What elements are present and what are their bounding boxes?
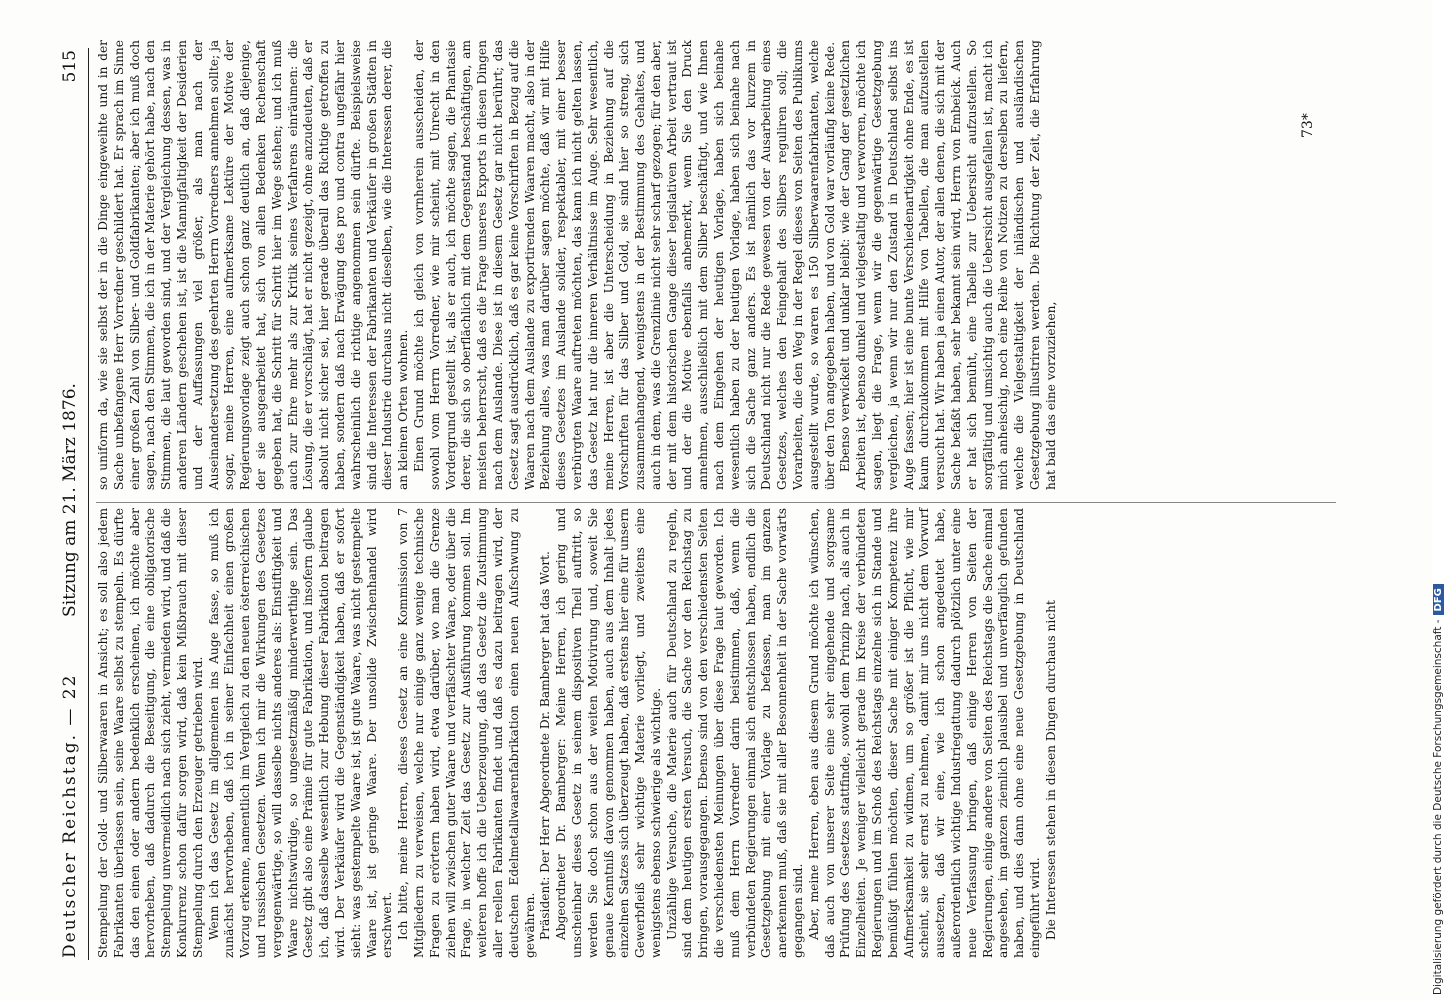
header-title: Sitzung am 21. März 1876. xyxy=(60,383,80,617)
paragraph: Ebenso verwickelt und unklar bleibt: wie der Gang der gesetzlichen Arbeiten ist, ebenso dunkel und vielgestaltig und verworren, möchte ich sagen, liegt die Frage, wenn wir die gegenwärtige Gesetzgebung vergleichen, ja wenn wir nur den Zustand in Deutschland selbst ins Auge fassen; hier ist eine bunte Verschiedenartigkeit ohne Ende, es ist kaum durchzukommen mit Hilfe von Tabellen, die man aufzustellen versucht hat. Wir haben ja einen Autor, der allen denen, die sich mit der Sache befaßt haben, sehr bekannt sein wird, Herrn von Embeick. Auch er hat sich bemüht, eine Tabelle zur Uebersicht aufzustellen. So sorgfältig und umsichtig auch die Uebersicht ausgefallen ist, macht ich mich anheischig, noch eine Reihe von Notizen zu derselben zu liefern, welche die Vielgestaltigkeit der inländischen und ausländischen Gesetzgebung illustriren werden. Die Richtung der Zeit, die Erfahrung hat bald das eine vorzuziehen, xyxy=(838,40,1058,490)
paragraph: so uniform da, wie sie selbst der in die Dinge eingeweihte und in der Sache unbefangene Herr Vorredner geschildert hat. Er sprach im Sinne einer großen Zahl von Silber- und Goldfabrikanten; aber ich muß doch sagen, nach den Stimmen, die ich in der Materie gehört habe, nach den Stimmen, die laut geworden sind, und der Vergleichung dessen, was in anderen Ländern geschehen ist, ist die Mannigfaltigkeit der Desiderien und der Auffassungen viel größer, als man nach der Auseinandersetzung des geehrten Herrn Vorredners annehmen sollte; ja sogar, meine Herren, eine aufmerksame Lektüre der Motive der Regierungsvorlage zeigt auch schon ganz deutlich an, daß diejenige, der sie ausgearbeitet hat, sich von allen Bedenken Rechenschaft gegeben hat, die Schritt für Schritt hier im Wege stehen; und ich muß auch zur Ehre mehr als zur Kritik seines Verfahrens einräumen: die Lösung, die er vorschlägt, hat er nicht gezeigt, ohne anzudeuten, daß er absolut nicht sicher sei, hier gerade überall das Richtige getroffen zu haben, sondern daß nach Erwägung des pro und contra ungefähr hier wahrscheinlich die richtige angenommen sein dürfte. Beispielsweise sind die Interessen der Fabrikanten und Verkäufer in großen Städten in dieser Industrie durchaus nicht dieselben, wie die Interessen derer, die an kleinen Orten wohnen. xyxy=(96,40,411,490)
watermark-text: Digitalisierung gefördert durch die Deutsche Forschungsgemeinschaft - xyxy=(1432,619,1444,995)
paragraph: Stempelung der Gold- und Silberwaaren in Ansicht; es soll also jedem Fabrikanten überlassen sein, seine Waare selbst zu stempeln. Es dürfte das den einen oder andern bedenklich erscheinen, ich möchte aber hervorheben, daß dadurch die Beseitigung, die eine obligatorische Stempelung unvermeidlich nach sich zieht, vermieden wird, und daß die Konkurrenz schon dafür sorgen wird, daß kein Mißbrauch mit dieser Stempelung durch den Erzeuger getrieben wird. xyxy=(96,508,205,958)
page-header xyxy=(0,0,80,1000)
column-divider xyxy=(96,502,1336,503)
paragraph: Unzählige Versuche, die Materie auch für Deutschland zu regeln, sind dem heutigen ersten Versuch, die Sache vor den Reichstag zu bringen, vorausgegangen. Ebenso sind von den verschiedensten Seiten die verschiedensten Meinungen über diese Frage laut geworden. Ich muß dem Herrn Vorredner darin beistimmen, daß, wenn die verbündeten Regierungen einmal sich entschlossen haben, endlich die Gesetzgebung mit einer Vorlage zu befassen, man im ganzen anerkennen muß, daß sie mit aller Besonnenheit in der Sache vorwärts gegangen sind. xyxy=(664,508,806,958)
paragraph: Die Interessen stehen in diesen Dingen durchaus nicht xyxy=(1043,600,1058,940)
header-rule xyxy=(88,48,89,960)
right-column xyxy=(96,40,1336,490)
left-column xyxy=(96,508,1336,958)
paragraph: Einen Grund möchte ich gleich von vornherein ausscheiden, der sowohl vom Herrn Vorredner, wie mir scheint, mit Unrecht in den Vordergrund gestellt ist, als er auch, ich möchte sagen, die Phantasie derer, die sich so oberflächlich mit dem Gegenstand beschäftigen, am meisten beherrscht, daß es die Frage unseres Exports in diesen Dingen nach dem Auslande. Diese ist in diesem Gesetz gar nicht berührt; das Gesetz sagt ausdrücklich, daß es gar keine Vorschriften in Bezug auf die Waaren nach dem Auslande zu exportirenden Waaren macht, also in der Beziehung alles, was man darüber sagen möchte, daß wir mit Hilfe dieses Gesetzes im Auslande solider, respektabler, mit einer besser verbürgten Waare auftreten möchten, das kann ich nicht gelten lassen, das Gesetz hat nur die inneren Verhältnisse im Auge. Sehr wesentlich, meine Herren, ist aber die Unterscheidung in Beziehung auf die Vorschriften für das Silber und Gold, sie sind hier so streng, sich zusammenhangend, wenigstens in der Bestimmung des Gehaltes, und auch in dem, was die Grenzlinie nicht sehr scharf gezogen; für den aber, der mit dem historischen Gange dieser legislativen Arbeit vertraut ist und der die Motive ebenfalls anbemerkt, wenn Sie den Druck annehmen, ausschließlich mit dem Silber beschäftigt, und wie Ihnen nach dem Eingehen der heutigen Vorlage, haben sich beinahe wesentlich haben zu der heutigen Vorlage, haben sich beinahe nach sich die Sache ganz anders. Es ist nämlich das vor kurzem in Deutschland nicht nur die Rede gewesen von der Ausarbeitung eines Gesetzes, welches den Feingehalt des Silbers reguliren soll; die Vorarbeiten, die den Weg in der Regel dieses von Seiten des Publikums ausgestellt wurde, so waren es 150 Silberwaarenfabrikanten, welche über den Ton angegeben haben, und von Gold war vorläufig keine Rede. xyxy=(411,40,837,490)
paragraph: Präsident: Der Herr Abgeordnete Dr. Bamberger hat das Wort. xyxy=(538,551,553,940)
digitization-watermark xyxy=(1432,0,1444,995)
paragraph: Abgeordneter Dr. Bamberger: Meine Herren, ich gering und unscheinbar dieses Gesetz in seinem dispositiven Theil auftritt, so werden Sie doch schon aus der weiten Motivirung und, soweit Sie genaue Kenntniß davon genommen haben, auch aus dem Inhalt jedes einzelnen Satzes sich überzeugt haben, daß erstens hier eine für unsern Gewerbfleiß sehr wichtige Materie vorliegt, und zweitens eine wenigstens ebenso schwierige als wichtige. xyxy=(554,508,663,958)
paragraph: Wenn ich das Gesetz im allgemeinen ins Auge fasse, so muß ich zunächst hervorheben, daß ich in seiner Einfachheit einen großen Vorzug erkenne, namentlich im Vergleich zu den neuen österreichischen und russischen Gesetzen. Wenn ich mir die Wirkungen des Gesetzes vergegenwärtige, so will dasselbe nichts anderes als: Einstiftigkeit und Waare nichtswürdige, so ungesetzmäßig minderwerthige sein. Das Gesetz gibt also eine Prämie für gute Fabrikation, und insofern glaube ich, daß dasselbe wesentlich zur Hebung dieser Fabrikation beitragen wird. Der Verkäufer wird die Gegenständigkeit haben, daß er sofort sieht: was gestempelte Waare ist, ist gute Waare, was nicht gestempelte Waare ist, ist geringe Waare. Der unsolide Zwischenhandel wird erschwert. xyxy=(206,508,395,958)
paragraph: Ich bitte, meine Herren, dieses Gesetz an eine Kommission von 7 Mitgliedern zu verweisen, welche nur einige ganz wenige technische Fragen zu erörtern haben wird, etwa darüber, wo man die Grenze ziehen will zwischen guter Waare und verfälschter Waare, oder über die Frage, in welcher Zeit das Gesetz zur Ausführung kommen soll. Im weiteren hoffe ich die Ueberzeugung, daß das Gesetz die Zustimmung aller reellen Fabrikanten findet und daß es dazu beitragen wird, der deutschen Edelmetallwaarenfabrikation einen neuen Aufschwung zu gewähren. xyxy=(396,508,537,958)
paragraph: Aber, meine Herren, eben aus diesem Grund möchte ich wünschen, daß auch von unserer Seite eine sehr eingehende und sorgsame Prüfung des Gesetzes stattfinde, sowohl dem Prinzip nach, als auch in Einzelheiten. Je weniger vielleicht gerade im Kreise der verbündeten Regierungen und im Schoß des Reichstags einzelne sich in Stande und bemüßigt fühlen möchten, dieser Sache mit einiger Kompetenz ihre Aufmerksamkeit zu widmen, um so größer ist die Pflicht, wie mir scheint, sie sehr ernst zu nehmen, damit mir uns nicht dem Vorwurf aussetzen, daß wir eine, wie ich schon angedeutet habe, außerordentlich wichtige Industriegattung dadurch plötzlich unter eine neue Verfassung bringen, daß einige Herren von Seiten der Regierungen, einige andere von Seiten des Reichstags die Sache einmal angesehen, im ganzen ziemlich plausibel und unverfänglich gefunden haben, und dies dann ohne eine neue Gesetzgebung in Deutschland eingeführt wird. xyxy=(806,508,1043,958)
dfg-logo: DFG xyxy=(1433,584,1444,615)
page-number: 515 xyxy=(60,50,80,83)
signature-mark: 73* xyxy=(1300,113,1316,138)
header-left: Deutscher Reichstag. — 22 xyxy=(60,673,80,958)
